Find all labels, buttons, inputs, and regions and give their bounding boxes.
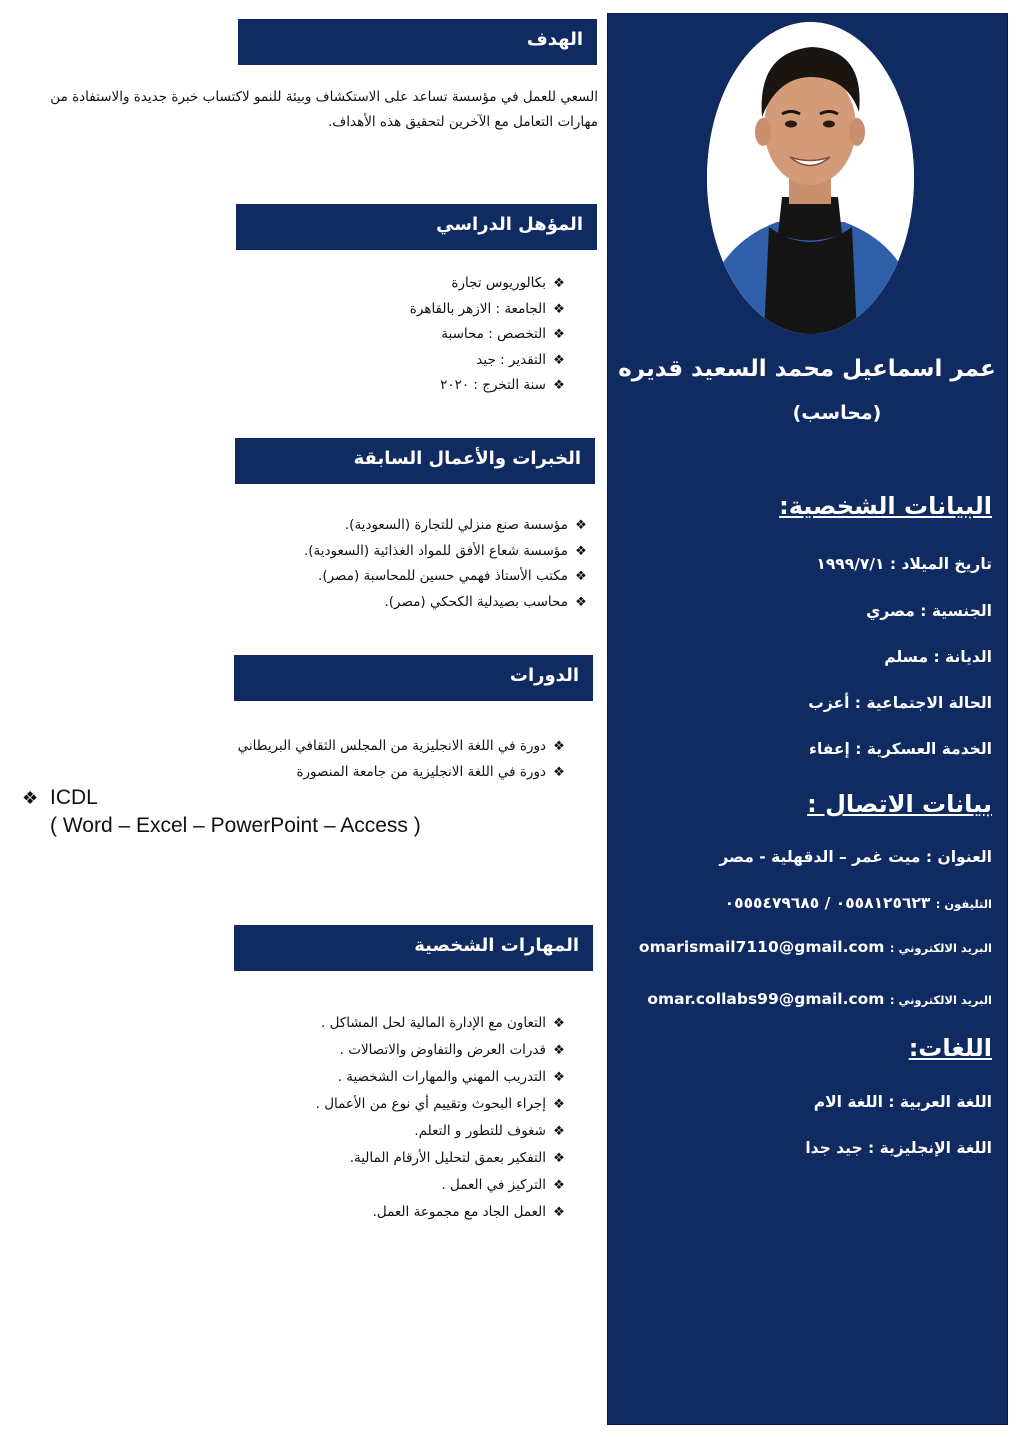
experience-heading-band — [235, 438, 595, 484]
candidate-name: عمر اسماعيل محمد السعيد قديره — [618, 356, 996, 382]
list-item: ❖العمل الجاد مع مجموعة العمل. — [316, 1199, 572, 1226]
bullet-icon: ❖ — [553, 378, 565, 393]
bullet-icon: ❖ — [22, 788, 39, 808]
phone-label: التليفون : — [935, 897, 992, 911]
bullet-icon: ❖ — [553, 1097, 565, 1112]
list-item: ❖دورة في اللغة الانجليزية من المجلس الثقافي البريطاني — [238, 734, 572, 760]
list-item: ❖التركيز في العمل . — [316, 1172, 572, 1199]
list-item: ❖مكتب الأستاذ فهمي حسين للمحاسبة (مصر). — [304, 564, 594, 590]
language-english: اللغة الإنجليزية : جيد جدا — [805, 1139, 992, 1157]
bullet-icon: ❖ — [553, 276, 565, 291]
marital-status: الحالة الاجتماعية : أعزب — [808, 694, 992, 712]
courses-heading-band — [234, 655, 593, 701]
objective-heading-band — [238, 19, 597, 65]
list-item: ❖شغوف للتطور و التعلم. — [316, 1118, 572, 1145]
education-heading-band — [236, 204, 597, 250]
list-item: ❖مؤسسة شعاع الأفق للمواد الغذائية (السعودية). — [304, 539, 594, 565]
language-arabic: اللغة العربية : اللغة الام — [813, 1093, 992, 1111]
education-list — [410, 271, 572, 399]
personal-data-heading: البيانات الشخصية: — [779, 492, 992, 520]
education-heading: المؤهل الدراسي — [436, 214, 583, 235]
icdl-detail: ( Word – Excel – PowerPoint – Access ) — [50, 814, 421, 837]
email-label-1: البريد الالكتروني : — [889, 941, 992, 955]
skills-heading: المهارات الشخصية — [414, 935, 579, 956]
objective-heading: الهدف — [526, 29, 583, 50]
bullet-icon: ❖ — [553, 327, 565, 342]
bullet-icon: ❖ — [575, 569, 587, 584]
bullet-icon: ❖ — [575, 594, 587, 610]
religion: الديانة : مسلم — [884, 648, 992, 666]
list-item: ❖دورة في اللغة الانجليزية من جامعة المنصورة — [238, 760, 572, 786]
bullet-icon: ❖ — [553, 1043, 565, 1058]
email-secondary — [647, 990, 992, 1008]
icdl-course — [22, 784, 421, 840]
bullet-icon: ❖ — [553, 1070, 565, 1085]
list-item: ❖التعاون مع الإدارة المالية لحل المشاكل . — [316, 1010, 572, 1037]
skills-list — [316, 1010, 572, 1226]
bullet-icon: ❖ — [553, 764, 565, 780]
list-item: ❖التدريب المهني والمهارات الشخصية . — [316, 1064, 572, 1091]
list-item: ❖بكالوريوس تجارة — [410, 271, 572, 297]
bullet-icon: ❖ — [575, 543, 587, 559]
list-item: ❖التفكير بعمق لتحليل الأرقام المالية. — [316, 1145, 572, 1172]
email-label-2: البريد الالكتروني : — [889, 993, 992, 1007]
bullet-icon: ❖ — [553, 301, 565, 317]
bullet-icon: ❖ — [553, 739, 565, 754]
email-1-link[interactable]: omarismail7110@gmail.com — [638, 938, 885, 956]
list-item: ❖التقدير : جيد — [410, 348, 572, 374]
address: العنوان : ميت غمر – الدقهلية - مصر — [719, 848, 992, 866]
languages-heading: اللغات: — [908, 1034, 992, 1062]
nationality: الجنسية : مصري — [866, 602, 992, 620]
list-item: ❖إجراء البحوث وتقييم أي نوع من الأعمال . — [316, 1091, 572, 1118]
list-item: ❖مؤسسة صنع منزلي للتجارة (السعودية). — [304, 513, 594, 539]
contact-heading: بيانات الاتصال : — [807, 790, 992, 818]
candidate-role: (محاسب) — [792, 402, 882, 424]
bullet-icon: ❖ — [575, 518, 587, 533]
email-2-link[interactable]: omar.collabs99@gmail.com — [647, 990, 885, 1008]
skills-heading-band — [234, 925, 593, 971]
military-service: الخدمة العسكرية : إعفاء — [809, 740, 992, 758]
icdl-title: ICDL — [50, 786, 98, 809]
experience-heading: الخبرات والأعمال السابقة — [353, 448, 581, 469]
phone — [725, 894, 992, 912]
phone-value: ٠٥٥٨١٢٥٦٢٣ / ٠٥٥٥٤٧٩٦٨٥ — [724, 894, 931, 912]
email-primary — [639, 938, 992, 956]
profile-photo — [707, 22, 914, 334]
bullet-icon: ❖ — [553, 352, 565, 368]
birth-date: تاريخ الميلاد : ١٩٩٩/٧/١ — [816, 555, 992, 573]
courses-list — [238, 734, 572, 785]
bullet-icon: ❖ — [553, 1124, 565, 1139]
list-item: ❖التخصص : محاسبة — [410, 322, 572, 348]
bullet-icon: ❖ — [553, 1178, 565, 1193]
objective-text: السعي للعمل في مؤسسة تساعد على الاستكشاف وبيئة للنمو لاكتساب خبرة جديدة والاستفادة من مهارات التعامل مع الآخرين لتحقيق هذه الأهداف. — [50, 89, 598, 130]
list-item: ❖سنة التخرج : ٢٠٢٠ — [410, 373, 572, 399]
list-item: ❖الجامعة : الازهر بالقاهرة — [410, 297, 572, 323]
list-item: ❖محاسب بصيدلية الكحكي (مصر). — [304, 590, 594, 616]
experience-list — [304, 513, 594, 615]
bullet-icon: ❖ — [553, 1151, 565, 1166]
courses-heading: الدورات — [509, 665, 579, 686]
list-item: ❖قدرات العرض والتفاوض والاتصالات . — [316, 1037, 572, 1064]
bullet-icon: ❖ — [553, 1205, 565, 1220]
bullet-icon: ❖ — [553, 1016, 565, 1031]
